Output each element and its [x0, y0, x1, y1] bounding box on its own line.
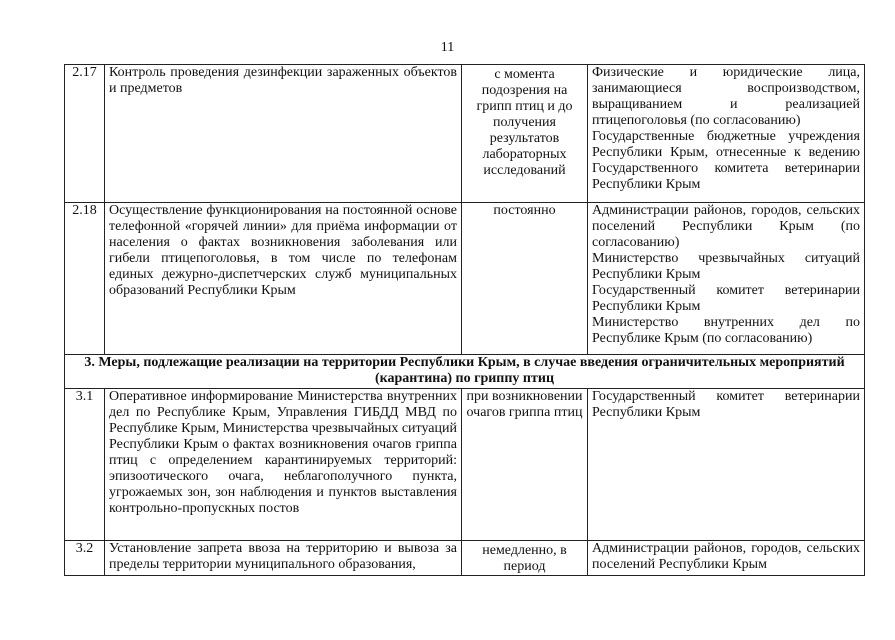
measure-term: с момента подозрения на грипп птиц и до получения результатов лабораторных исследований: [462, 65, 588, 203]
responsible-entry: Администрации районов, городов, сельских поселений Республики Крым (по согласованию): [592, 203, 860, 250]
measure-term: при возникновении очагов гриппа птиц: [462, 389, 588, 541]
table-row: [65, 389, 865, 541]
responsible-entry: Физические и юридические лица, занимающиеся воспроизводством, выращиванием и реализацией птицепоголовья (по согласованию): [592, 65, 860, 128]
responsible-entry: Администрации районов, городов, сельских поселений Республики Крым: [592, 541, 860, 572]
responsible-entry: Министерство внутренних дел по Республике Крым (по согласованию): [592, 315, 860, 346]
responsible-cell: [588, 541, 865, 576]
responsible-cell: [588, 203, 865, 355]
measures-table: [64, 64, 865, 576]
row-number: 3.2: [65, 541, 105, 576]
measure-term: немедленно, в период: [462, 541, 588, 576]
table-row: [65, 541, 865, 576]
measure-name: Осуществление функционирования на постоянной основе телефонной «горячей линии» для приёма информации от населения о фактах возникновения заболевания или гибели птицепоголовья, в том числе по телефонам единых дежурно-диспетчерских служб муниципальных образований Республики Крым: [105, 203, 462, 355]
responsible-entry: Государственный комитет ветеринарии Республики Крым: [592, 283, 860, 314]
measure-term: постоянно: [462, 203, 588, 355]
table-row: [65, 203, 865, 355]
section-header-row: [65, 355, 865, 389]
row-number: 2.17: [65, 65, 105, 203]
measure-name: Контроль проведения дезинфекции зараженных объектов и предметов: [105, 65, 462, 203]
responsible-entry: Государственный комитет ветеринарии Республики Крым: [592, 389, 860, 420]
row-number: 3.1: [65, 389, 105, 541]
responsible-entry: Государственные бюджетные учреждения Республики Крым, отнесенные к ведению Государственного комитета ветеринарии Республики Крым: [592, 129, 860, 192]
responsible-cell: [588, 389, 865, 541]
page-number: 11: [440, 40, 455, 55]
section-title: 3. Меры, подлежащие реализации на территории Республики Крым, в случае введения ограничительных мероприятий (карантина) по гриппу птиц: [65, 355, 865, 389]
measure-name: Оперативное информирование Министерства внутренних дел по Республике Крым, Управления ГИБДД МВД по Республике Крым, Министерства чрезвычайных ситуаций Республики Крым о фактах возникновения очагов гриппа птиц с определением карантинируемых территорий: эпизоотического очага, неблагополучного пункта, угрожаемых зон, зон наблюдения и пунктов выставления контрольно-пропускных постов: [105, 389, 462, 541]
row-number: 2.18: [65, 203, 105, 355]
responsible-cell: [588, 65, 865, 203]
measure-name: Установление запрета ввоза на территорию и вывоза за пределы территории муниципального образования,: [105, 541, 462, 576]
table-row: [65, 65, 865, 203]
responsible-entry: Министерство чрезвычайных ситуаций Республики Крым: [592, 251, 860, 282]
